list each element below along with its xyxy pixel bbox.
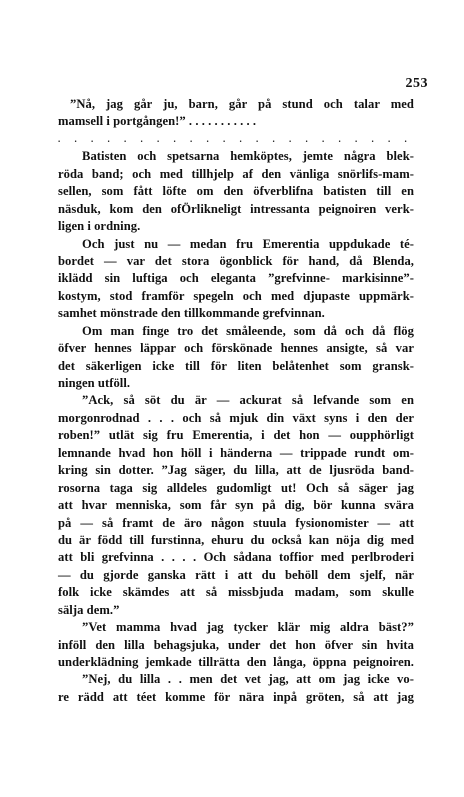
page-number: 253 — [405, 76, 428, 91]
text-line: underklädning jemkade tillrätta den långa, öppna peignoiren. — [58, 655, 414, 669]
text-line: ningen utföll. — [58, 376, 131, 390]
text-line: ”Nej, du lilla . . men det vet jag, att om jag icke vo- — [82, 672, 414, 687]
text-line: roben!” utlät sig fru Emerentia, i det hon — oupphörligt — [58, 428, 414, 443]
text-line: näsduk, kom den ofÖrlikneligt intressanta peignoiren verk- — [58, 201, 414, 216]
text-line: öfver hennes läppar och förskönade hennes ansigte, så var — [58, 341, 414, 356]
text-line: . . . . . . . . . . . . . . . . . . . . . . — [58, 133, 413, 144]
text-line: inföll den lilla behagsjuka, under det hon öfver sin hvita — [58, 637, 414, 652]
text-line: Och just nu — medan fru Emerentia uppdukade té- — [82, 236, 414, 251]
body-text — [58, 96, 414, 706]
text-line: att hvar menniska, som får syn på dig, bör kunna svära — [58, 498, 414, 513]
text-line: re rädd att téet komme för nära inpå gröten, så att jag — [58, 689, 414, 704]
text-line: Batisten och spetsarna hemköptes, jemte några blek- — [82, 149, 414, 164]
text-line: ”Vet mamma hvad jag tycker klär mig aldra bäst?” — [82, 620, 414, 635]
text-line: — du gjorde ganska rätt i att du behöll dem sjelf, när — [58, 567, 414, 582]
text-line: samhet mönstrade den tillkommande grefvinnan. — [58, 306, 325, 321]
text-line: kostym, stod framför spegeln och med djupaste uppmärk- — [58, 288, 414, 303]
text-line: folk icke skämdes att så missbjuda madam, som skulle — [58, 585, 414, 600]
text-line: bordet — var det stora ögonblick för hand, då Blenda, — [58, 253, 414, 268]
text-line: Om man finge tro det småleende, som då och då flög — [82, 323, 414, 338]
text-line: morgonrodnad . . . och så mjuk din växt syns i den der — [58, 410, 414, 425]
text-line: sälja dem.” — [58, 602, 120, 617]
text-line: rosorna taga sig alldeles gudomligt ut! Och så säger jag — [58, 480, 414, 495]
text-line: röda band; och med tillhjelp af den vänliga snörlifs-mam- — [58, 166, 414, 181]
text-line: ”Nå, jag går ju, barn, går på stund och talar med — [70, 97, 414, 111]
text-line: du är född till furstinna, ehuru du också kan nöja dig med — [58, 532, 414, 547]
text-line: ”Ack, så söt du är — ackurat så lefvande som en — [82, 393, 414, 408]
text-line: det säkerligen icke till för liten belåtenhet som gransk- — [58, 358, 414, 373]
text-line: lemnande hvad hon höll i händerna — trippade rundt om- — [58, 445, 414, 460]
text-line: mamsell i portgången!” . . . . . . . . . . . — [58, 114, 257, 129]
text-line: iklädd sin luftiga och eleganta ”grefvinne- markisinne”- — [58, 271, 414, 286]
text-line: sellen, som fått löfte om den öfverblifna batisten till en — [58, 184, 414, 199]
text-line: att bli grefvinna . . . . Och sådana toffior med perlbroderi — [58, 550, 414, 565]
text-line: kring sin dotter. ”Jag säger, du lilla, att de ljusröda band- — [58, 463, 414, 478]
text-line: på — så framt de äro någon stuula fysionomister — att — [58, 515, 414, 530]
text-line: ligen i ordning. — [58, 219, 141, 234]
